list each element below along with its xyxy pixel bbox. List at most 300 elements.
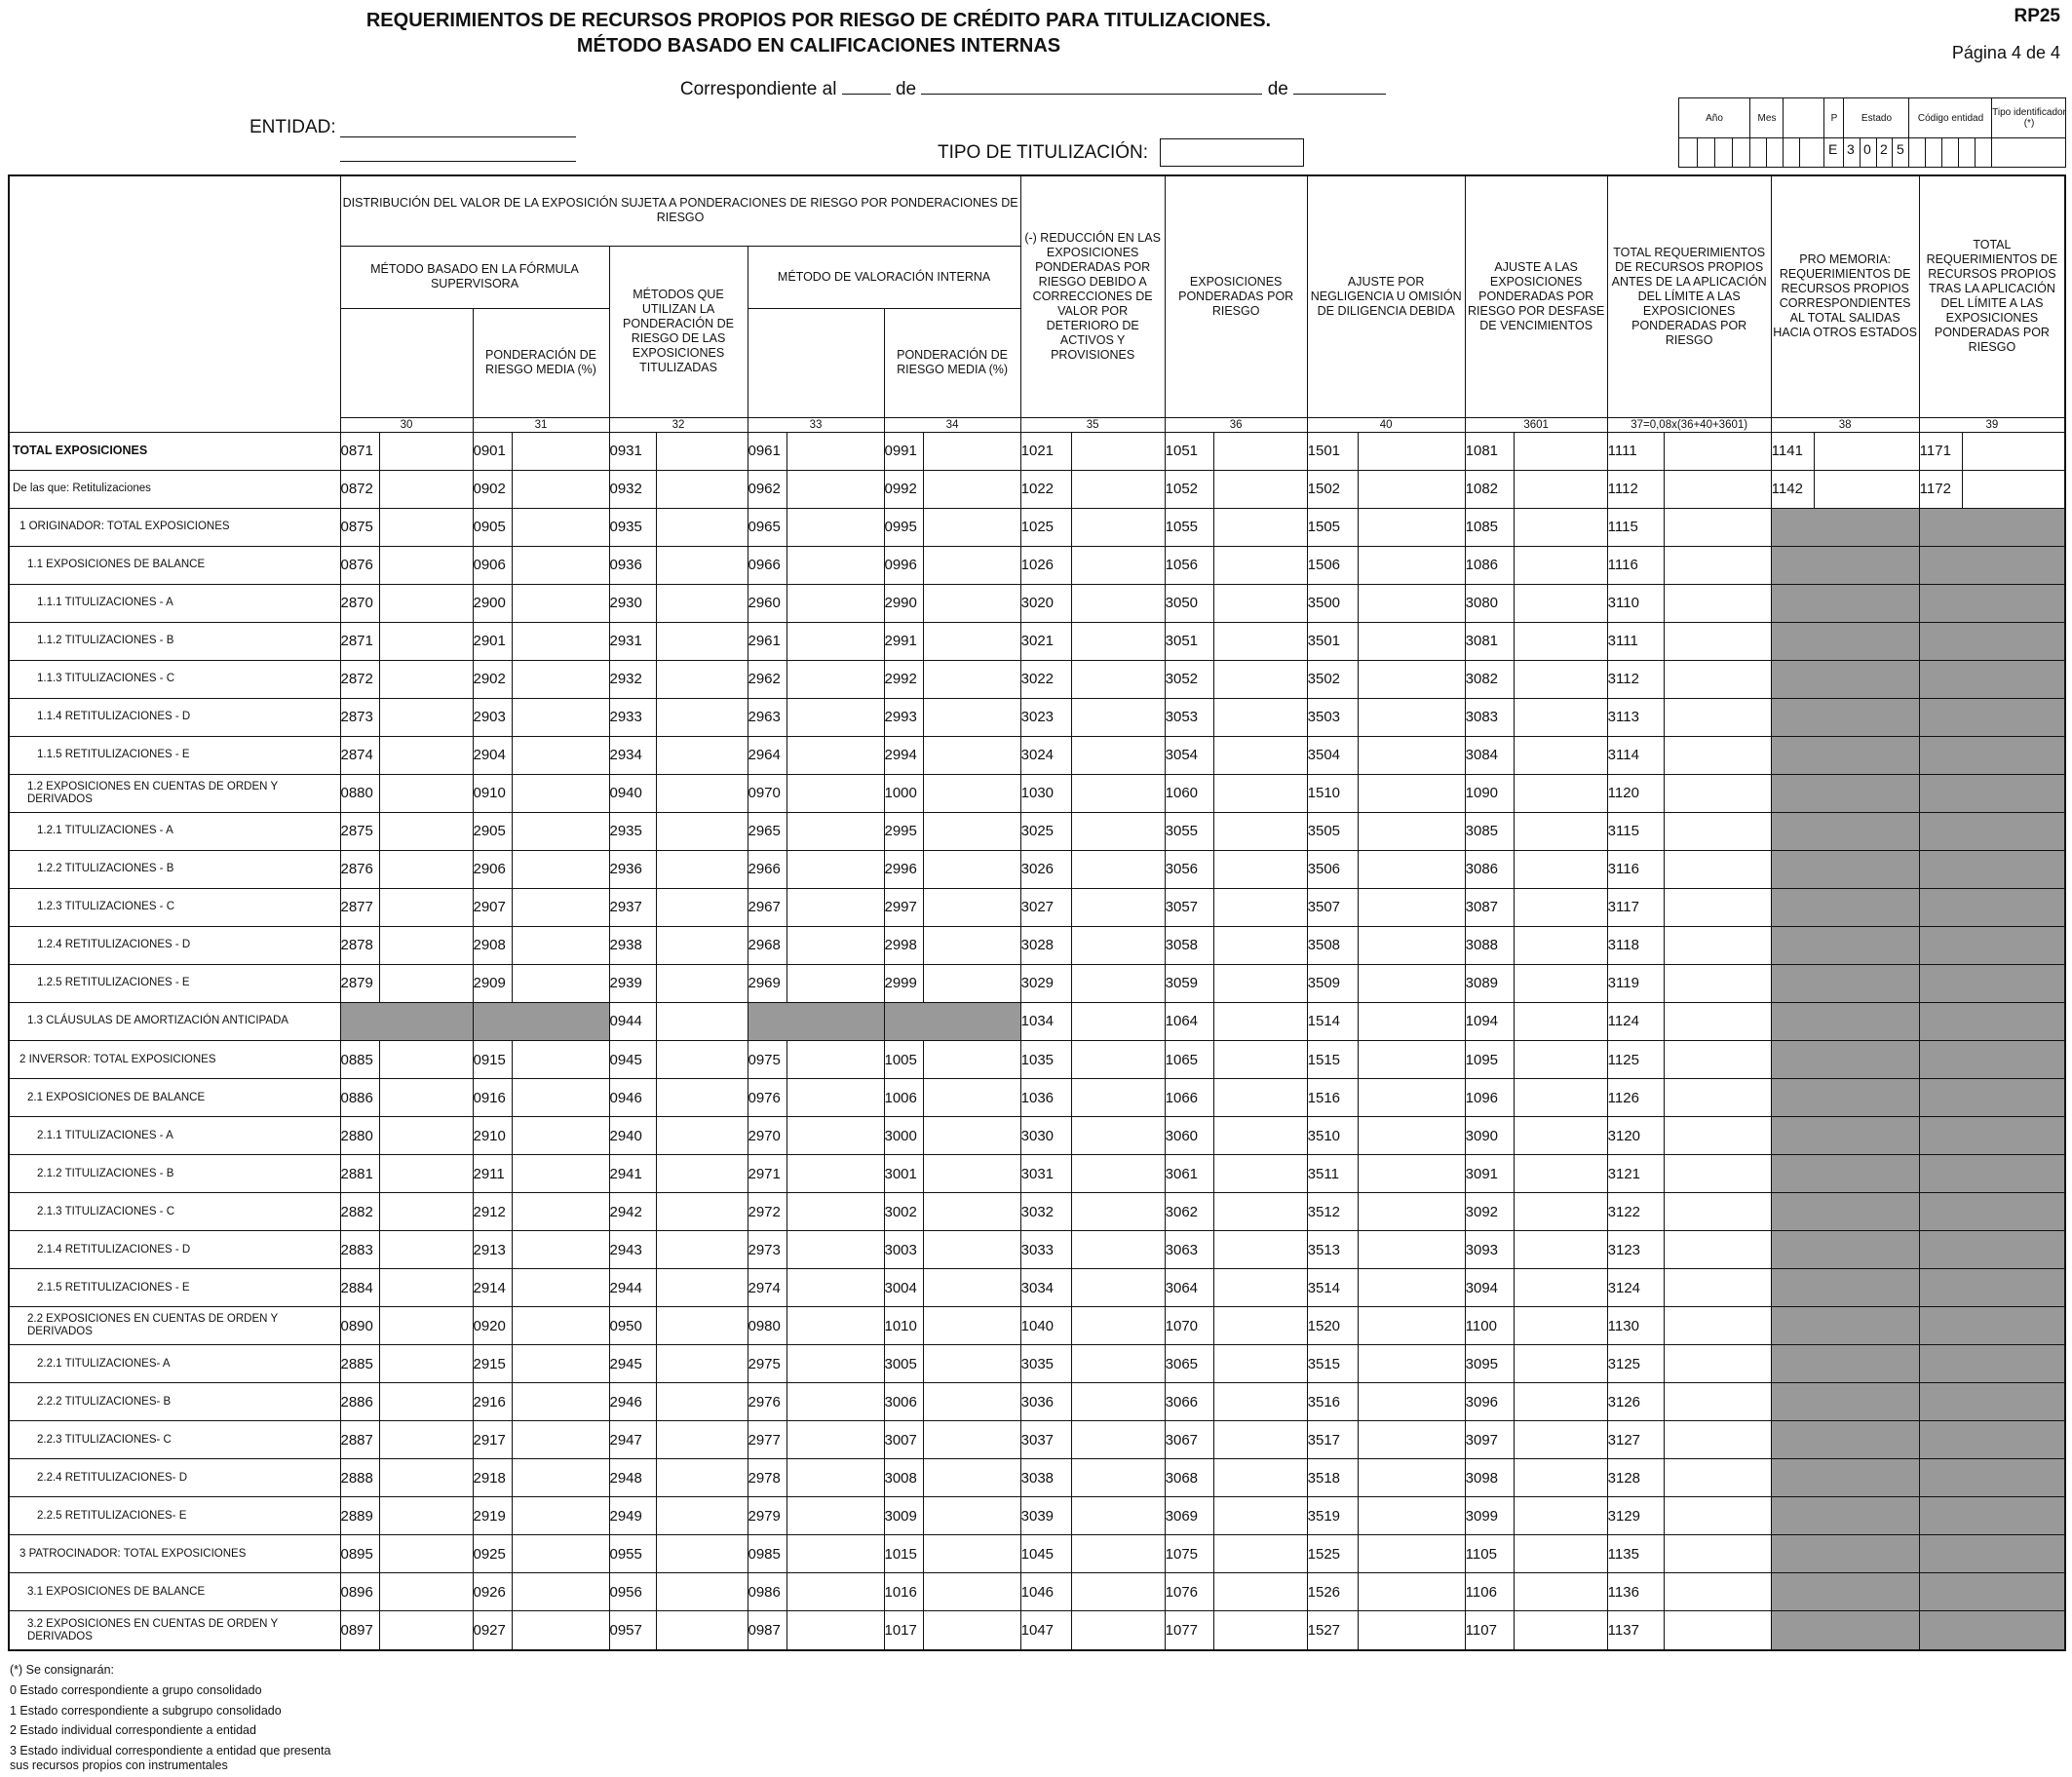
cell-value-input[interactable] [1664,888,1771,926]
cell-value-input[interactable] [1358,1307,1465,1345]
cell-value-input[interactable] [1814,470,1919,508]
cell-value-input[interactable] [1358,964,1465,1002]
cell-value-input[interactable] [923,584,1020,622]
cell-value-input[interactable] [1514,1002,1607,1040]
cell-value-input[interactable] [1071,1611,1165,1650]
cell-value-input[interactable] [1514,1459,1607,1497]
cell-value-input[interactable] [787,660,884,698]
cell-value-input[interactable] [512,1193,609,1231]
cell-value-input[interactable] [1514,1535,1607,1573]
cell-value-input[interactable] [512,1307,609,1345]
cell-value-input[interactable] [512,1611,609,1650]
cell-value-input[interactable] [787,1155,884,1193]
cell-value-input[interactable] [1358,1345,1465,1383]
cell-value-input[interactable] [512,432,609,470]
cell-value-input[interactable] [1664,1079,1771,1117]
cell-value-input[interactable] [512,736,609,774]
cell-value-input[interactable] [1213,1041,1307,1079]
cell-value-input[interactable] [1514,622,1607,660]
cell-value-input[interactable] [1358,1535,1465,1573]
cell-value-input[interactable] [1213,508,1307,546]
cell-value-input[interactable] [1358,1193,1465,1231]
cell-value-input[interactable] [379,1193,473,1231]
cell-value-input[interactable] [923,1611,1020,1650]
cell-value-input[interactable] [1514,1421,1607,1459]
cell-value-input[interactable] [787,926,884,964]
cell-value-input[interactable] [923,698,1020,736]
cell-value-input[interactable] [1213,1002,1307,1040]
cell-value-input[interactable] [656,1497,748,1535]
cell-value-input[interactable] [1071,698,1165,736]
cell-value-input[interactable] [1213,812,1307,850]
cell-value-input[interactable] [1664,850,1771,888]
cell-value-input[interactable] [787,1041,884,1079]
cell-value-input[interactable] [656,1535,748,1573]
cell-value-input[interactable] [923,1079,1020,1117]
cell-value-input[interactable] [1213,964,1307,1002]
cell-value-input[interactable] [379,1307,473,1345]
cell-value-input[interactable] [1664,1193,1771,1231]
cell-value-input[interactable] [923,1117,1020,1155]
cell-value-input[interactable] [1358,622,1465,660]
cell-value-input[interactable] [512,1421,609,1459]
cell-value-input[interactable] [656,1459,748,1497]
cell-value-input[interactable] [656,1041,748,1079]
cell-value-input[interactable] [787,1383,884,1421]
cell-value-input[interactable] [1664,1231,1771,1269]
cell-value-input[interactable] [1664,584,1771,622]
cell-value-input[interactable] [787,698,884,736]
cell-value-input[interactable] [1664,1307,1771,1345]
cell-value-input[interactable] [1358,584,1465,622]
cell-value-input[interactable] [1213,774,1307,812]
cell-value-input[interactable] [1962,432,2065,470]
cell-value-input[interactable] [923,432,1020,470]
cell-value-input[interactable] [787,774,884,812]
cell-value-input[interactable] [1814,432,1919,470]
cell-value-input[interactable] [1664,1155,1771,1193]
cell-value-input[interactable] [1514,546,1607,584]
cell-value-input[interactable] [1358,736,1465,774]
cell-value-input[interactable] [787,1269,884,1307]
cell-value-input[interactable] [1213,1155,1307,1193]
cell-value-input[interactable] [787,1117,884,1155]
cell-value-input[interactable] [1514,1307,1607,1345]
cell-value-input[interactable] [1213,1459,1307,1497]
cell-value-input[interactable] [923,660,1020,698]
cell-value-input[interactable] [1071,1345,1165,1383]
cell-value-input[interactable] [379,1345,473,1383]
cell-value-input[interactable] [1213,888,1307,926]
cell-value-input[interactable] [656,698,748,736]
cell-value-input[interactable] [512,812,609,850]
cell-value-input[interactable] [379,850,473,888]
cell-value-input[interactable] [1071,1079,1165,1117]
cell-value-input[interactable] [787,736,884,774]
cell-value-input[interactable] [656,1269,748,1307]
cell-value-input[interactable] [1071,964,1165,1002]
cell-value-input[interactable] [1664,774,1771,812]
cell-value-input[interactable] [923,850,1020,888]
cell-value-input[interactable] [379,1269,473,1307]
cell-value-input[interactable] [512,622,609,660]
cell-value-input[interactable] [1213,1231,1307,1269]
cell-value-input[interactable] [1358,1611,1465,1650]
cell-value-input[interactable] [1514,1573,1607,1611]
cell-value-input[interactable] [923,1231,1020,1269]
cell-value-input[interactable] [923,1383,1020,1421]
cell-value-input[interactable] [379,1611,473,1650]
cell-value-input[interactable] [1514,1497,1607,1535]
cell-value-input[interactable] [379,774,473,812]
cell-value-input[interactable] [379,660,473,698]
cell-value-input[interactable] [656,1231,748,1269]
cell-value-input[interactable] [787,508,884,546]
cell-value-input[interactable] [1358,888,1465,926]
cell-value-input[interactable] [1664,926,1771,964]
cell-value-input[interactable] [379,1231,473,1269]
cell-value-input[interactable] [1664,1002,1771,1040]
cell-value-input[interactable] [1071,1193,1165,1231]
cell-value-input[interactable] [1514,1231,1607,1269]
cell-value-input[interactable] [1358,1383,1465,1421]
cell-value-input[interactable] [1213,1497,1307,1535]
cell-value-input[interactable] [1664,1117,1771,1155]
cell-value-input[interactable] [1514,432,1607,470]
cell-value-input[interactable] [379,546,473,584]
cell-value-input[interactable] [1213,660,1307,698]
cell-value-input[interactable] [923,774,1020,812]
cell-value-input[interactable] [1071,1002,1165,1040]
cell-value-input[interactable] [379,888,473,926]
cell-value-input[interactable] [1213,470,1307,508]
cell-value-input[interactable] [923,964,1020,1002]
cell-value-input[interactable] [1213,584,1307,622]
cell-value-input[interactable] [787,470,884,508]
cell-value-input[interactable] [1213,622,1307,660]
cell-value-input[interactable] [787,1497,884,1535]
cell-value-input[interactable] [1071,584,1165,622]
cell-value-input[interactable] [1358,1117,1465,1155]
cell-value-input[interactable] [512,926,609,964]
cell-value-input[interactable] [379,584,473,622]
cell-value-input[interactable] [787,1459,884,1497]
cell-value-input[interactable] [1071,1535,1165,1573]
day-blank[interactable] [842,76,891,95]
cell-value-input[interactable] [656,470,748,508]
cell-value-input[interactable] [512,964,609,1002]
cell-value-input[interactable] [787,546,884,584]
cell-value-input[interactable] [1664,1459,1771,1497]
cell-value-input[interactable] [1213,850,1307,888]
cell-value-input[interactable] [1071,850,1165,888]
cell-value-input[interactable] [1514,812,1607,850]
cell-value-input[interactable] [1358,1459,1465,1497]
cell-value-input[interactable] [1514,926,1607,964]
cell-value-input[interactable] [656,1421,748,1459]
cell-value-input[interactable] [1358,698,1465,736]
cell-value-input[interactable] [379,508,473,546]
cell-value-input[interactable] [1514,584,1607,622]
cell-value-input[interactable] [1664,546,1771,584]
cell-value-input[interactable] [1664,432,1771,470]
cell-value-input[interactable] [1358,1231,1465,1269]
cell-value-input[interactable] [787,1307,884,1345]
cell-value-input[interactable] [1071,622,1165,660]
cell-value-input[interactable] [656,1155,748,1193]
cell-value-input[interactable] [923,812,1020,850]
cell-value-input[interactable] [1071,1269,1165,1307]
cell-value-input[interactable] [923,470,1020,508]
cell-value-input[interactable] [512,1573,609,1611]
cell-value-input[interactable] [1358,1155,1465,1193]
cell-value-input[interactable] [656,964,748,1002]
cell-value-input[interactable] [656,432,748,470]
cell-value-input[interactable] [1664,1041,1771,1079]
cell-value-input[interactable] [1358,1269,1465,1307]
cell-value-input[interactable] [1358,1002,1465,1040]
cell-value-input[interactable] [1664,660,1771,698]
cell-value-input[interactable] [656,888,748,926]
cell-value-input[interactable] [379,736,473,774]
cell-value-input[interactable] [1071,1383,1165,1421]
cell-value-input[interactable] [656,850,748,888]
cell-value-input[interactable] [1664,1345,1771,1383]
cell-value-input[interactable] [923,1193,1020,1231]
cell-value-input[interactable] [1213,1193,1307,1231]
cell-value-input[interactable] [787,1193,884,1231]
cell-value-input[interactable] [379,964,473,1002]
cell-value-input[interactable] [656,1079,748,1117]
cell-value-input[interactable] [787,1231,884,1269]
cell-value-input[interactable] [512,888,609,926]
cell-value-input[interactable] [1213,698,1307,736]
cell-value-input[interactable] [379,470,473,508]
cell-value-input[interactable] [512,850,609,888]
cell-value-input[interactable] [379,1383,473,1421]
cell-value-input[interactable] [1664,1497,1771,1535]
cell-value-input[interactable] [656,546,748,584]
cell-value-input[interactable] [923,1535,1020,1573]
year-blank[interactable] [1293,76,1386,95]
cell-value-input[interactable] [379,622,473,660]
cell-value-input[interactable] [787,1535,884,1573]
cell-value-input[interactable] [379,432,473,470]
cell-value-input[interactable] [512,1117,609,1155]
cell-value-input[interactable] [1071,1497,1165,1535]
cell-value-input[interactable] [923,1269,1020,1307]
cell-value-input[interactable] [923,1307,1020,1345]
cell-value-input[interactable] [1213,1345,1307,1383]
cell-value-input[interactable] [656,1117,748,1155]
cell-value-input[interactable] [512,1535,609,1573]
cell-value-input[interactable] [1514,1041,1607,1079]
cell-value-input[interactable] [1514,964,1607,1002]
cell-value-input[interactable] [1071,1041,1165,1079]
cell-value-input[interactable] [1213,1383,1307,1421]
cell-value-input[interactable] [1664,622,1771,660]
cell-value-input[interactable] [512,1079,609,1117]
cell-value-input[interactable] [1514,736,1607,774]
cell-value-input[interactable] [787,964,884,1002]
cell-value-input[interactable] [512,1155,609,1193]
cell-value-input[interactable] [1664,1383,1771,1421]
cell-value-input[interactable] [1358,774,1465,812]
cell-value-input[interactable] [1358,546,1465,584]
cell-value-input[interactable] [512,1269,609,1307]
cell-value-input[interactable] [512,1383,609,1421]
cell-value-input[interactable] [787,850,884,888]
month-blank[interactable] [921,76,1262,95]
cell-value-input[interactable] [1071,432,1165,470]
cell-value-input[interactable] [1071,1231,1165,1269]
cell-value-input[interactable] [379,1421,473,1459]
cell-value-input[interactable] [923,1345,1020,1383]
cell-value-input[interactable] [1213,1079,1307,1117]
cell-value-input[interactable] [656,1611,748,1650]
cell-value-input[interactable] [1664,508,1771,546]
cell-value-input[interactable] [1514,660,1607,698]
cell-value-input[interactable] [1664,736,1771,774]
cell-value-input[interactable] [1514,850,1607,888]
cell-value-input[interactable] [379,698,473,736]
cell-value-input[interactable] [1213,546,1307,584]
cell-value-input[interactable] [787,1573,884,1611]
cell-value-input[interactable] [1071,1459,1165,1497]
cell-value-input[interactable] [1213,736,1307,774]
cell-value-input[interactable] [923,888,1020,926]
cell-value-input[interactable] [656,1307,748,1345]
cell-value-input[interactable] [1213,1535,1307,1573]
cell-value-input[interactable] [1514,1269,1607,1307]
cell-value-input[interactable] [512,1345,609,1383]
cell-value-input[interactable] [1514,1155,1607,1193]
cell-value-input[interactable] [1213,1421,1307,1459]
cell-value-input[interactable] [1358,1573,1465,1611]
cell-value-input[interactable] [1213,1269,1307,1307]
cell-value-input[interactable] [656,1383,748,1421]
cell-value-input[interactable] [787,1421,884,1459]
cell-value-input[interactable] [787,1345,884,1383]
cell-value-input[interactable] [1071,1117,1165,1155]
entidad-field-line-1[interactable] [340,136,576,137]
cell-value-input[interactable] [1071,736,1165,774]
cell-value-input[interactable] [787,432,884,470]
cell-value-input[interactable] [1664,1573,1771,1611]
cell-value-input[interactable] [1358,508,1465,546]
cell-value-input[interactable] [1358,926,1465,964]
cell-value-input[interactable] [1514,774,1607,812]
cell-value-input[interactable] [512,1459,609,1497]
cell-value-input[interactable] [787,1079,884,1117]
cell-value-input[interactable] [1213,926,1307,964]
cell-value-input[interactable] [1213,1307,1307,1345]
cell-value-input[interactable] [1664,812,1771,850]
cell-value-input[interactable] [1071,660,1165,698]
cell-value-input[interactable] [656,1193,748,1231]
cell-value-input[interactable] [923,508,1020,546]
cell-value-input[interactable] [1213,1573,1307,1611]
cell-value-input[interactable] [656,584,748,622]
cell-value-input[interactable] [656,926,748,964]
cell-value-input[interactable] [656,736,748,774]
cell-value-input[interactable] [1664,1535,1771,1573]
cell-value-input[interactable] [1071,1155,1165,1193]
cell-value-input[interactable] [1664,698,1771,736]
cell-value-input[interactable] [1358,1421,1465,1459]
cell-value-input[interactable] [379,1459,473,1497]
cell-value-input[interactable] [512,470,609,508]
cell-value-input[interactable] [1071,1307,1165,1345]
cell-value-input[interactable] [512,584,609,622]
cell-value-input[interactable] [1071,926,1165,964]
cell-value-input[interactable] [656,1345,748,1383]
cell-value-input[interactable] [379,926,473,964]
cell-value-input[interactable] [923,1155,1020,1193]
cell-value-input[interactable] [1514,698,1607,736]
cell-value-input[interactable] [379,1497,473,1535]
cell-value-input[interactable] [1358,660,1465,698]
cell-value-input[interactable] [1071,774,1165,812]
cell-value-input[interactable] [1514,470,1607,508]
cell-value-input[interactable] [1514,1193,1607,1231]
cell-value-input[interactable] [787,584,884,622]
cell-value-input[interactable] [379,1535,473,1573]
cell-value-input[interactable] [923,1459,1020,1497]
cell-value-input[interactable] [923,1041,1020,1079]
cell-value-input[interactable] [1664,470,1771,508]
cell-value-input[interactable] [923,926,1020,964]
cell-value-input[interactable] [1514,1383,1607,1421]
cell-value-input[interactable] [1514,1345,1607,1383]
cell-value-input[interactable] [379,1573,473,1611]
cell-value-input[interactable] [1213,1611,1307,1650]
cell-value-input[interactable] [512,546,609,584]
cell-value-input[interactable] [1358,1497,1465,1535]
cell-value-input[interactable] [379,1155,473,1193]
cell-value-input[interactable] [923,1573,1020,1611]
cell-value-input[interactable] [1664,1611,1771,1650]
cell-value-input[interactable] [512,774,609,812]
cell-value-input[interactable] [512,698,609,736]
cell-value-input[interactable] [1664,964,1771,1002]
cell-value-input[interactable] [656,774,748,812]
cell-value-input[interactable] [1071,546,1165,584]
cell-value-input[interactable] [656,622,748,660]
cell-value-input[interactable] [1664,1269,1771,1307]
cell-value-input[interactable] [1213,432,1307,470]
cell-value-input[interactable] [923,622,1020,660]
cell-value-input[interactable] [1213,1117,1307,1155]
cell-value-input[interactable] [1514,1117,1607,1155]
cell-value-input[interactable] [512,1231,609,1269]
cell-value-input[interactable] [923,546,1020,584]
cell-value-input[interactable] [379,812,473,850]
cell-value-input[interactable] [1358,812,1465,850]
tipo-titulizacion-field[interactable] [1160,138,1304,167]
cell-value-input[interactable] [1664,1421,1771,1459]
cell-value-input[interactable] [1358,432,1465,470]
cell-value-input[interactable] [923,1421,1020,1459]
cell-value-input[interactable] [656,1002,748,1040]
cell-value-input[interactable] [1514,1079,1607,1117]
cell-value-input[interactable] [1071,888,1165,926]
cell-value-input[interactable] [1514,888,1607,926]
cell-value-input[interactable] [379,1079,473,1117]
cell-value-input[interactable] [787,888,884,926]
cell-value-input[interactable] [512,660,609,698]
cell-value-input[interactable] [656,660,748,698]
